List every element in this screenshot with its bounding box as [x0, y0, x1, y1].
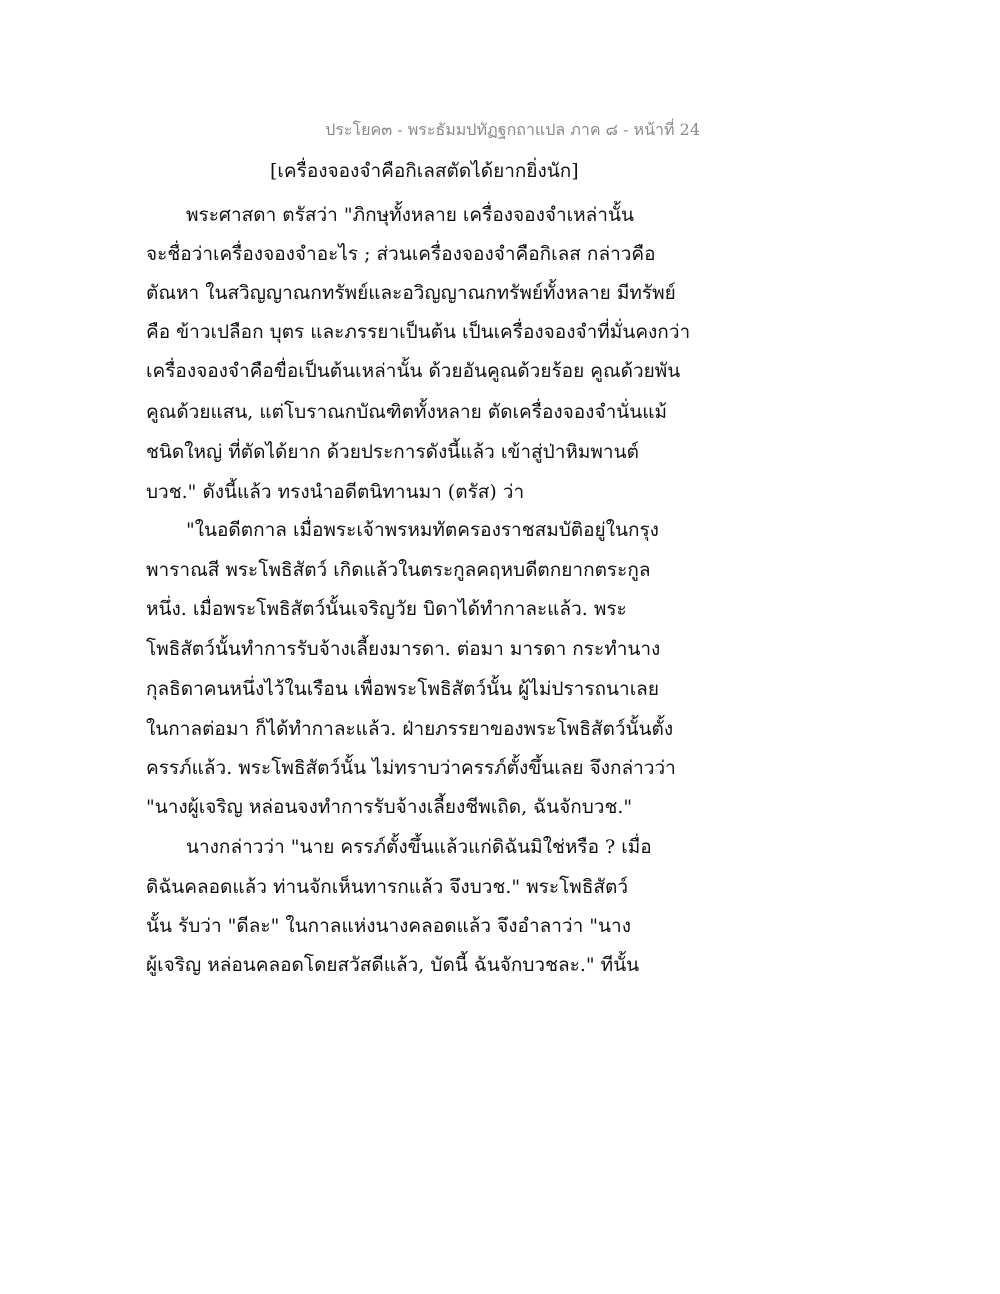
paragraph-line: ชนิดใหญ่ ที่ตัดได้ยาก ด้วยประการดังนี้แล้ว เข้าสู่ป่าหิมพานต์ — [146, 441, 639, 463]
paragraph-line: พระศาสดา ตรัสว่า "ภิกษุทั้งหลาย เครื่องจองจำเหล่านั้น — [186, 204, 634, 226]
section-title: [เครื่องจองจำคือกิเลสตัดได้ยากยิ่งนัก] — [270, 160, 579, 182]
running-header: ประโยค๓ - พระธัมมปทัฏฐกถาแปล ภาค ๘ - หน้าที่ 24 — [325, 120, 700, 139]
paragraph-line: ครรภ์แล้ว. พระโพธิสัตว์นั้น ไม่ทราบว่าครรภ์ตั้งขึ้นเลย จึงกล่าวว่า — [146, 757, 676, 779]
paragraph-line: หนึ่ง. เมื่อพระโพธิสัตว์นั้นเจริญวัย บิดาได้ทำกาละแล้ว. พระ — [146, 598, 627, 620]
paragraph-line: คูณด้วยแสน, แต่โบราณกบัณฑิตทั้งหลาย ตัดเครื่องจองจำนั่นแม้ — [146, 401, 667, 423]
paragraph-line: จะชื่อว่าเครื่องจองจำอะไร ; ส่วนเครื่องจองจำคือกิเลส กล่าวคือ — [146, 243, 656, 265]
paragraph-line: ตัณหา ในสวิญญาณกทรัพย์และอวิญญาณกทรัพย์ทั้งหลาย มีทรัพย์ — [146, 282, 676, 304]
paragraph-line: "นางผู้เจริญ หล่อนจงทำการรับจ้างเลี้ยงชีพเถิด, ฉันจักบวช." — [146, 796, 633, 818]
paragraph-line: คือ ข้าวเปลือก บุตร และภรรยาเป็นต้น เป็นเครื่องจองจำที่มั่นคงกว่า — [146, 321, 691, 343]
paragraph-line: "ในอดีตกาล เมื่อพระเจ้าพรหมทัตครองราชสมบัติอยู่ในกรุง — [186, 519, 659, 541]
paragraph-line: พาราณสี พระโพธิสัตว์ เกิดแล้วในตระกูลคฤหบดีตกยากตระกูล — [146, 559, 651, 581]
paragraph-line: ในกาลต่อมา ก็ได้ทำกาละแล้ว. ฝ่ายภรรยาของพระโพธิสัตว์นั้นตั้ง — [146, 718, 674, 740]
paragraph-line: นางกล่าวว่า "นาย ครรภ์ตั้งขึ้นแล้วแก่ดิฉันมิใช่หรือ ? เมื่อ — [186, 836, 652, 858]
paragraph-line: เครื่องจองจำคือขื่อเป็นต้นเหล่านั้น ด้วยอันคูณด้วยร้อย คูณด้วยพัน — [146, 360, 681, 382]
paragraph-line: ผู้เจริญ หล่อนคลอดโดยสวัสดีแล้ว, บัดนี้ ฉันจักบวชละ." ทีนั้น — [146, 954, 640, 976]
paragraph-line: บวช." ดังนี้แล้ว ทรงนำอดีตนิทานมา (ตรัส) ว่า — [146, 481, 525, 503]
paragraph-line: นั้น รับว่า "ดีละ" ในกาลแห่งนางคลอดแล้ว จึงอำลาว่า "นาง — [146, 915, 631, 937]
paragraph-line: ดิฉันคลอดแล้ว ท่านจักเห็นทารกแล้ว จึงบวช." พระโพธิสัตว์ — [146, 876, 629, 898]
paragraph-line: โพธิสัตว์นั้นทำการรับจ้างเลี้ยงมารดา. ต่อมา มารดา กระทำนาง — [146, 638, 661, 660]
paragraph-line: กุลธิดาคนหนึ่งไว้ในเรือน เพื่อพระโพธิสัตว์นั้น ผู้ไม่ปรารถนาเลย — [146, 678, 659, 700]
